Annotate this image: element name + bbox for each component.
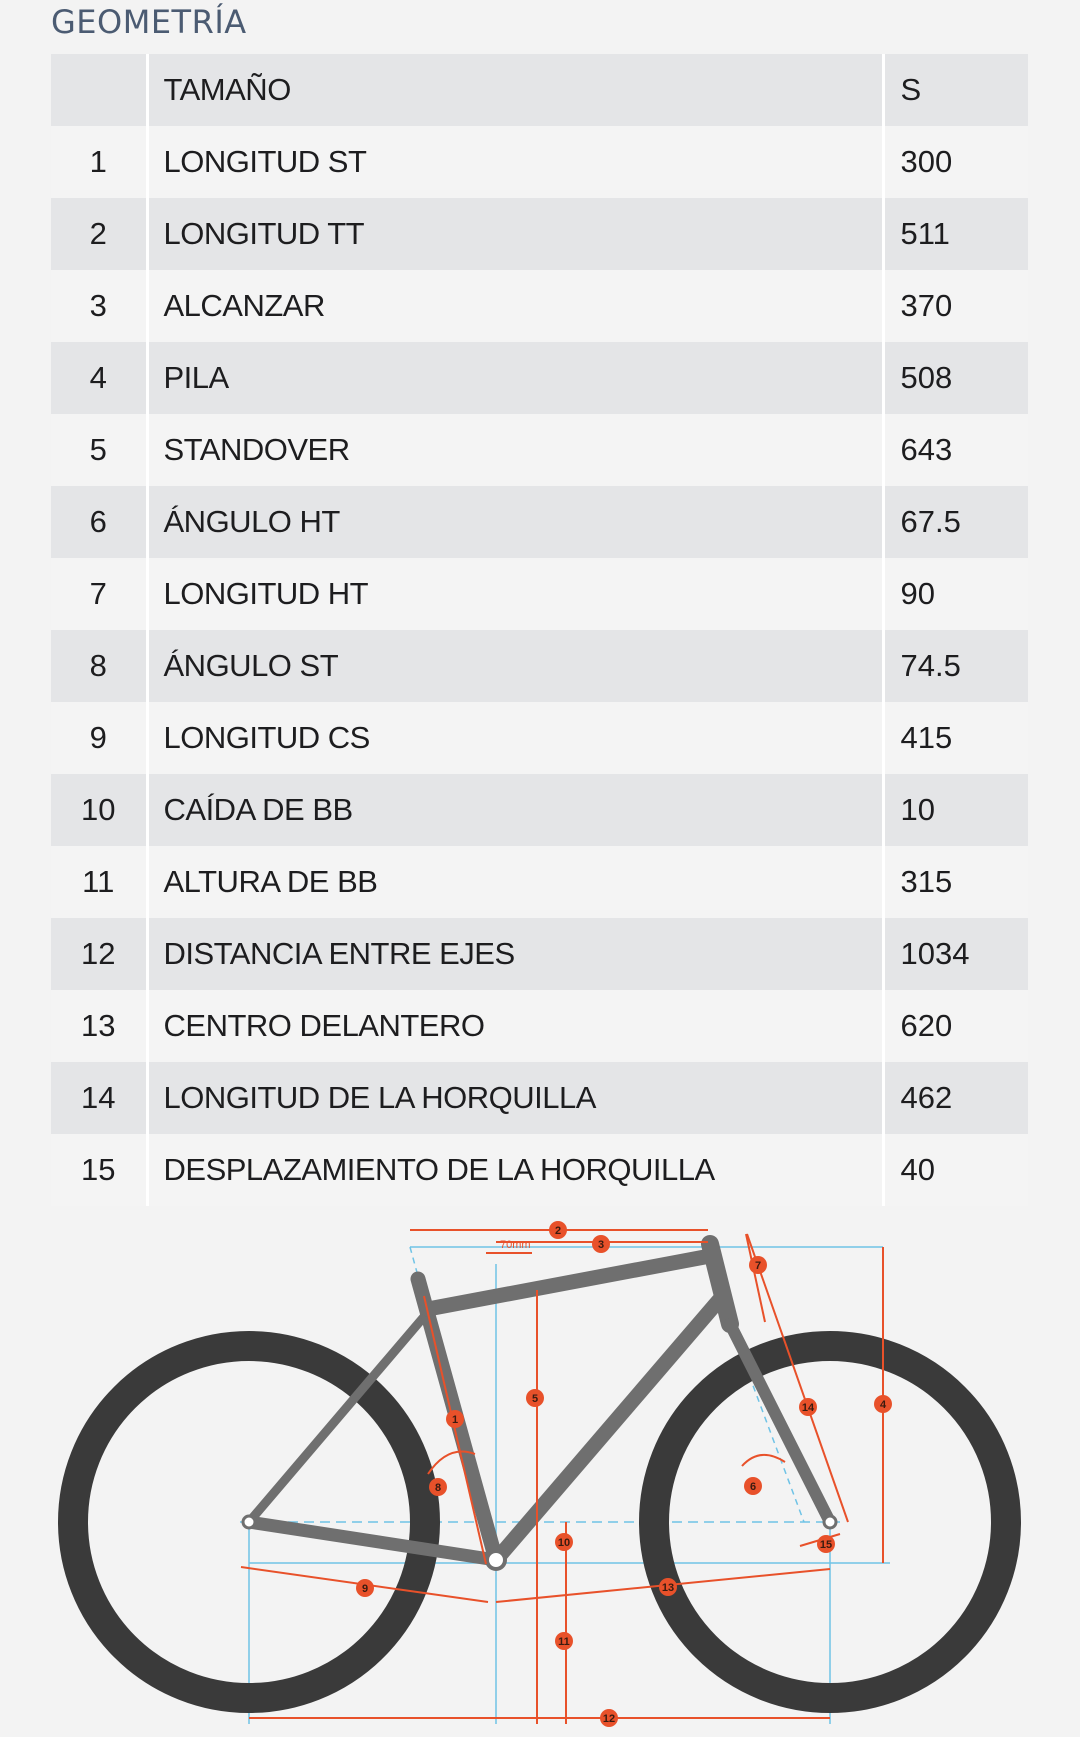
bottom-bracket [487,1551,505,1569]
table-header-row [51,54,1028,126]
top-tube [428,1256,710,1309]
row-measurement-value: 620 [883,990,1028,1062]
row-measurement-value: 67.5 [883,486,1028,558]
row-number: 4 [51,342,147,414]
dimension-marker-label: 7 [754,1260,762,1272]
bike-geometry-diagram [0,1204,1080,1737]
rear-dropout [243,1516,255,1528]
row-measurement-value: 74.5 [883,630,1028,702]
offset-label: 70mm [500,1239,531,1251]
row-number: 5 [51,414,147,486]
row-measurement-name: ÁNGULO ST [147,630,883,702]
row-number: 3 [51,270,147,342]
row-measurement-value: 90 [883,558,1028,630]
table-row [51,558,1028,630]
table-row [51,990,1028,1062]
dimension-marker-label: 12 [602,1713,616,1725]
dimension-marker-label: 15 [819,1539,833,1551]
table-row [51,342,1028,414]
row-number: 7 [51,558,147,630]
row-measurement-name: ALTURA DE BB [147,846,883,918]
row-measurement-value: 300 [883,126,1028,198]
table-row [51,918,1028,990]
row-measurement-value: 10 [883,774,1028,846]
table-row [51,846,1028,918]
row-measurement-name: LONGITUD HT [147,558,883,630]
dimension-marker-label: 11 [558,1636,570,1648]
dimension-marker-label: 2 [554,1225,562,1237]
table-row [51,486,1028,558]
row-measurement-name: DESPLAZAMIENTO DE LA HORQUILLA [147,1134,883,1206]
dimension-marker-label: 10 [557,1537,571,1549]
row-measurement-name: DISTANCIA ENTRE EJES [147,918,883,990]
row-number: 12 [51,918,147,990]
header-num-cell [51,54,147,126]
row-measurement-value: 508 [883,342,1028,414]
dimension-marker-label: 13 [661,1582,675,1594]
row-measurement-name: PILA [147,342,883,414]
row-measurement-name: ALCANZAR [147,270,883,342]
header-size-label: TAMAÑO [147,54,883,126]
row-number: 6 [51,486,147,558]
dimension-marker-label: 1 [451,1414,459,1426]
table-row [51,270,1028,342]
row-number: 15 [51,1134,147,1206]
row-measurement-value: 462 [883,1062,1028,1134]
table-row [51,630,1028,702]
row-number: 1 [51,126,147,198]
table-row [51,774,1028,846]
row-number: 9 [51,702,147,774]
header-size-value: S [883,54,1028,126]
row-number: 11 [51,846,147,918]
geometry-table [51,54,1028,1206]
row-measurement-value: 40 [883,1134,1028,1206]
row-measurement-name: LONGITUD TT [147,198,883,270]
row-measurement-name: STANDOVER [147,414,883,486]
dimension-marker-label: 4 [879,1399,887,1411]
row-measurement-name: LONGITUD DE LA HORQUILLA [147,1062,883,1134]
table-row [51,414,1028,486]
row-number: 10 [51,774,147,846]
row-measurement-value: 643 [883,414,1028,486]
row-measurement-value: 1034 [883,918,1028,990]
dimension-marker-label: 9 [361,1583,369,1595]
table-row [51,702,1028,774]
dimension-marker-label: 8 [434,1482,442,1494]
dim-arc-head-angle [742,1455,785,1466]
row-measurement-name: LONGITUD CS [147,702,883,774]
table-row [51,198,1028,270]
row-measurement-value: 315 [883,846,1028,918]
chain-stay [249,1522,496,1560]
dimension-marker-label: 3 [597,1239,605,1251]
table-row [51,1062,1028,1134]
row-measurement-value: 370 [883,270,1028,342]
dimension-marker-label: 6 [749,1481,757,1493]
row-number: 8 [51,630,147,702]
row-measurement-name: CENTRO DELANTERO [147,990,883,1062]
row-measurement-name: CAÍDA DE BB [147,774,883,846]
table-row [51,126,1028,198]
row-number: 2 [51,198,147,270]
dimension-marker-label: 5 [531,1393,539,1405]
row-number: 14 [51,1062,147,1134]
row-measurement-name: LONGITUD ST [147,126,883,198]
row-number: 13 [51,990,147,1062]
row-measurement-value: 415 [883,702,1028,774]
front-dropout [824,1516,836,1528]
dimension-marker-label: 14 [801,1402,815,1414]
row-measurement-name: ÁNGULO HT [147,486,883,558]
table-row [51,1134,1028,1206]
row-measurement-value: 511 [883,198,1028,270]
section-title: GEOMETRÍA [51,3,247,41]
